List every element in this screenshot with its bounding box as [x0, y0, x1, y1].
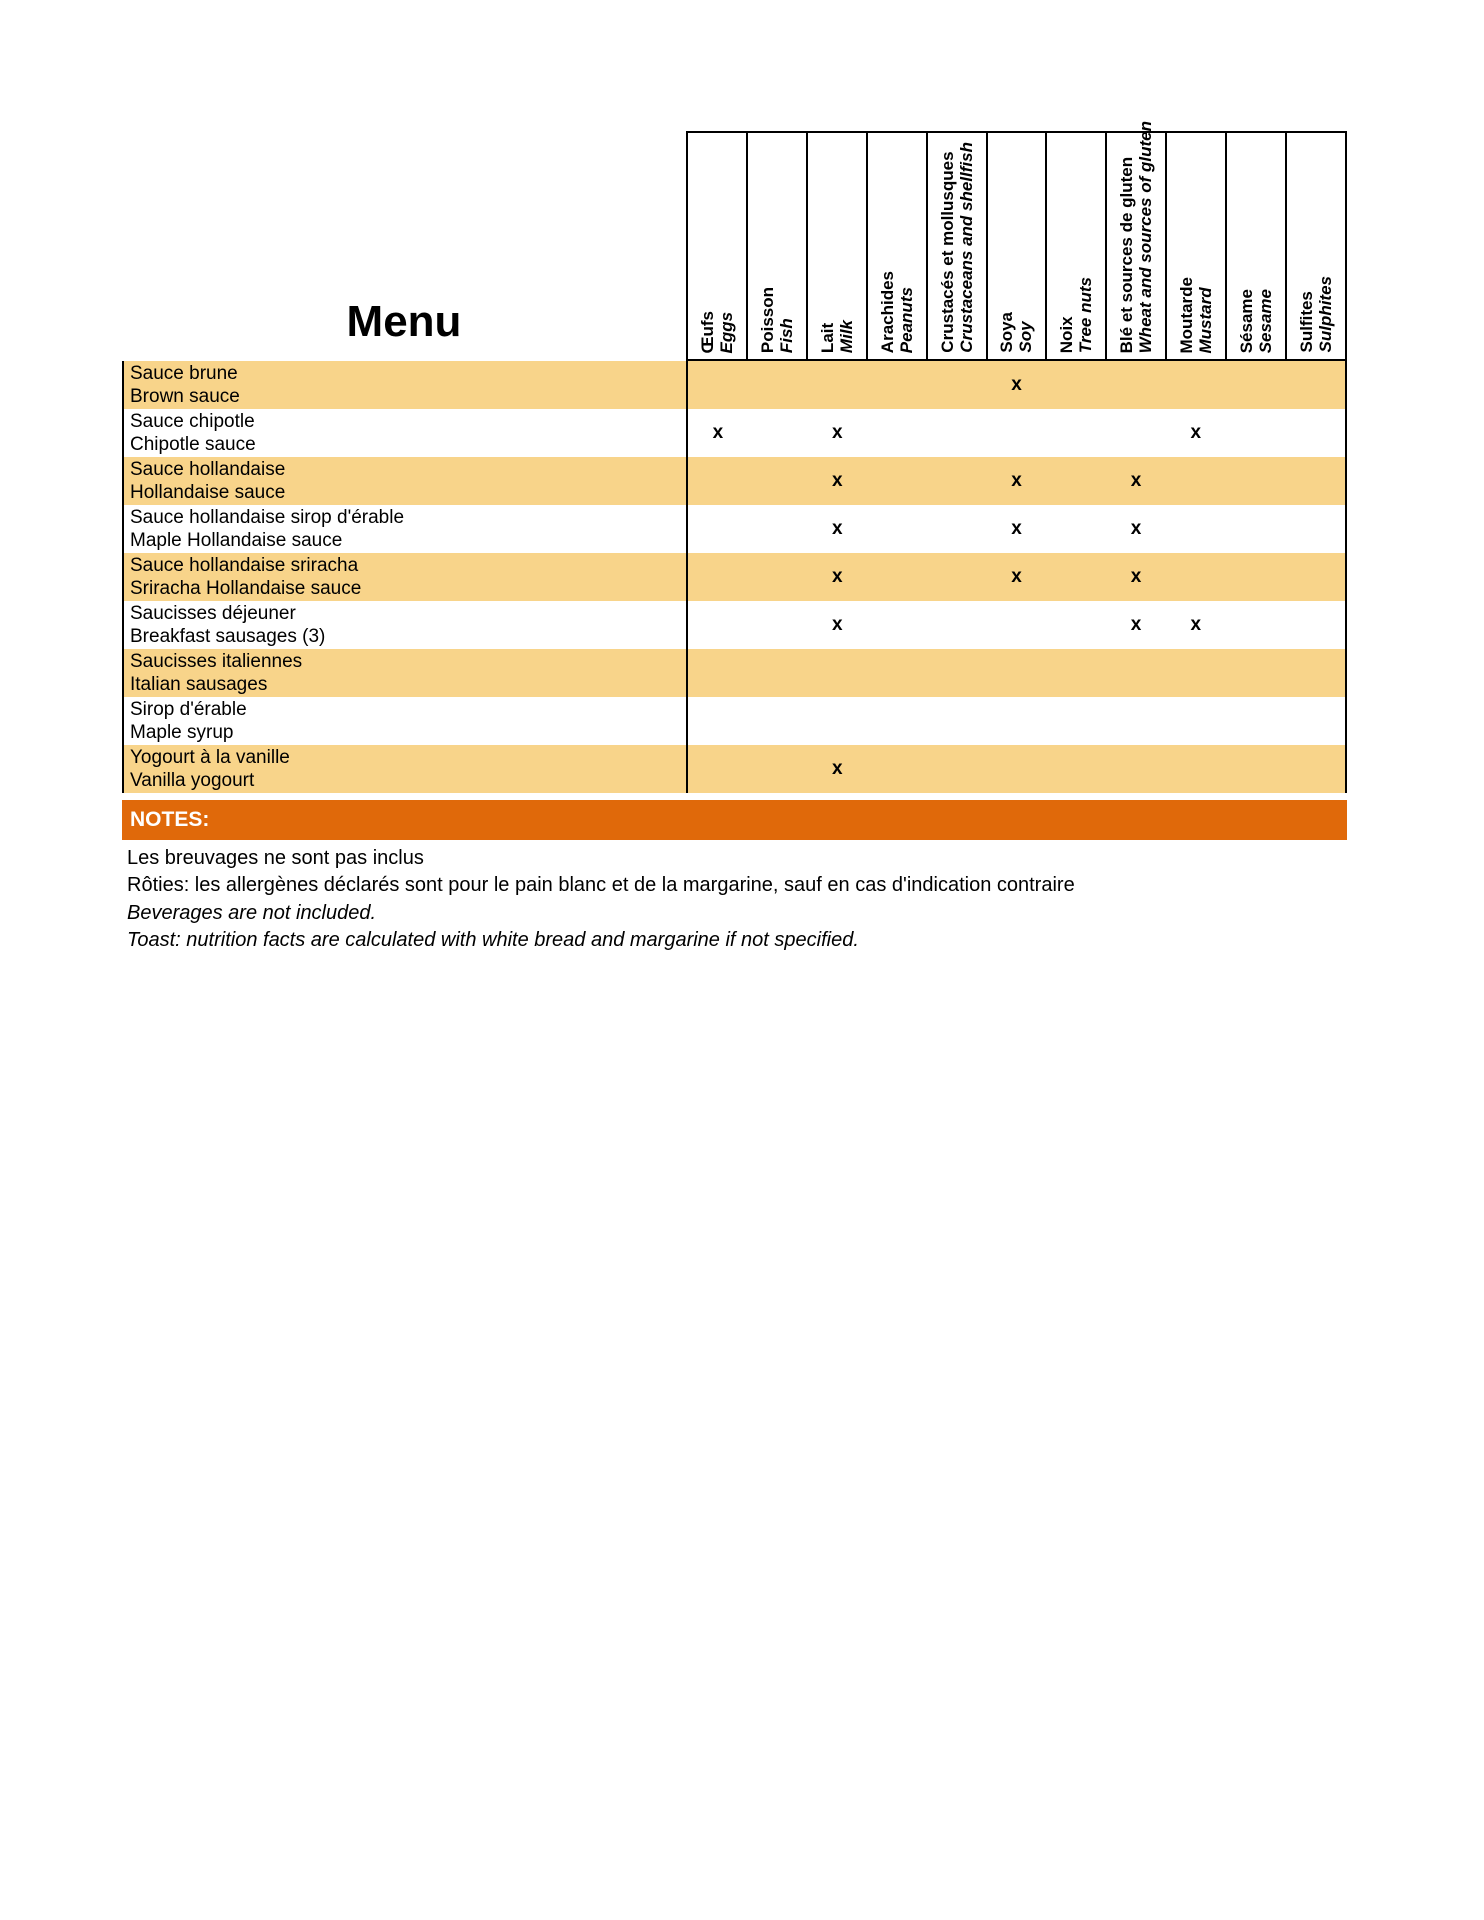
menu-row: [124, 457, 1345, 505]
allergen-cell: [1285, 745, 1345, 793]
allergen-cell: [927, 697, 987, 745]
menu-allergen-table: [122, 361, 1347, 793]
allergen-cell: [1106, 409, 1166, 457]
allergen-cell: [987, 649, 1047, 697]
allergen-cell: [688, 505, 748, 553]
allergen-column-header: [988, 133, 1048, 359]
allergen-column-header: [1107, 120, 1167, 359]
allergen-cell: [987, 601, 1047, 649]
menu-item-name: [124, 649, 688, 697]
allergen-cell: [927, 601, 987, 649]
allergen-column-header: [928, 133, 988, 359]
allergen-cell: [927, 457, 987, 505]
allergen-cell: [1226, 409, 1286, 457]
allergen-cell: [807, 601, 867, 649]
allergen-name-fr: Crustacés et mollusques: [937, 151, 957, 353]
allergen-cell: [927, 409, 987, 457]
allergen-cell: [867, 745, 927, 793]
allergen-cell: [867, 457, 927, 505]
allergen-cell: [748, 553, 808, 601]
menu-item-name-en: Chipotle sauce: [130, 434, 256, 455]
menu-row: [124, 697, 1345, 745]
allergen-cell: [748, 601, 808, 649]
allergen-cell: [987, 505, 1047, 553]
allergen-column-label: [698, 311, 736, 354]
allergen-cell: [867, 361, 927, 409]
allergen-cell: [1226, 649, 1286, 697]
allergen-cell: [1106, 361, 1166, 409]
allergen-cell: [1046, 409, 1106, 457]
allergen-name-fr: Arachides: [877, 270, 897, 353]
allergen-cell: [1106, 457, 1166, 505]
menu-item-name-fr: Yogourt à la vanille: [130, 747, 290, 768]
allergen-cell: [1046, 697, 1106, 745]
menu-row: [124, 361, 1345, 409]
allergen-cell: [987, 457, 1047, 505]
allergen-cell: [1285, 457, 1345, 505]
allergen-name-en: Eggs: [716, 311, 736, 353]
allergen-cell: [1166, 409, 1226, 457]
menu-item-name: [124, 745, 688, 793]
allergen-cell: [1046, 553, 1106, 601]
menu-row: [124, 601, 1345, 649]
menu-row: [124, 553, 1345, 601]
menu-item-name-fr: Sirop d'érable: [130, 699, 247, 720]
allergen-column-header: [1287, 133, 1345, 359]
allergen-cell: [1106, 745, 1166, 793]
allergen-cell: [748, 361, 808, 409]
allergen-name-fr: Noix: [1057, 316, 1077, 353]
allergen-cell: [867, 553, 927, 601]
allergen-column-header: [1047, 133, 1107, 359]
menu-item-name-fr: Sauce chipotle: [130, 411, 255, 432]
allergen-name-fr: Sulfites: [1297, 291, 1317, 353]
note-fr-toast: Rôties: les allergènes déclarés sont pour le pain blanc et de la margarine, sauf en cas d'indication contraire: [127, 874, 1075, 896]
allergen-cell: [867, 649, 927, 697]
allergen-name-en: Soy: [1016, 321, 1036, 353]
allergen-cell: [807, 697, 867, 745]
allergen-cell: [987, 409, 1047, 457]
allergen-cell: [1046, 745, 1106, 793]
allergen-cell: [927, 553, 987, 601]
allergen-name-en: Fish: [776, 318, 796, 353]
allergen-cell: [1285, 409, 1345, 457]
allergen-mark: x: [1190, 422, 1202, 443]
allergen-name-fr: Lait: [817, 322, 837, 353]
allergen-cell: [1226, 361, 1286, 409]
allergen-column-header: [1167, 133, 1227, 359]
menu-item-name-fr: Saucisses italiennes: [130, 651, 303, 672]
allergen-cell: [1166, 649, 1226, 697]
allergen-cell: [748, 649, 808, 697]
notes-bar: [122, 800, 1347, 840]
allergen-cell: [867, 505, 927, 553]
allergen-cell: [987, 697, 1047, 745]
allergen-cell: [807, 553, 867, 601]
notes-label: NOTES:: [130, 808, 210, 831]
allergen-mark: x: [1011, 470, 1022, 491]
menu-item-name-en: Breakfast sausages (3): [130, 626, 326, 647]
menu-item-name-fr: Sauce hollandaise: [130, 459, 286, 480]
allergen-cell: [1046, 361, 1106, 409]
allergen-column-header: [748, 133, 808, 359]
allergen-cell: [867, 601, 927, 649]
allergen-cell: [1285, 649, 1345, 697]
menu-item-name-en: Hollandaise sauce: [130, 482, 286, 503]
allergen-cell: [688, 697, 748, 745]
allergen-mark: x: [832, 614, 843, 635]
allergen-name-fr: Blé et sources de gluten: [1117, 156, 1137, 353]
allergen-column-label: [878, 271, 916, 353]
allergen-cell: [688, 409, 748, 457]
allergen-header-grid: [686, 120, 1347, 361]
allergen-mark: x: [1130, 470, 1142, 491]
allergen-name-en: Mustard: [1196, 286, 1216, 353]
menu-item-name: [124, 361, 688, 409]
menu-item-name: [124, 457, 688, 505]
allergen-column-header: [688, 133, 748, 359]
allergen-cell: [1166, 505, 1226, 553]
allergen-mark: x: [1130, 614, 1142, 635]
menu-row: [124, 505, 1345, 553]
allergen-column-label: [1057, 277, 1095, 353]
allergen-cell: [1046, 457, 1106, 505]
allergen-cell: [1106, 601, 1166, 649]
menu-item-name-fr: Saucisses déjeuner: [130, 603, 296, 624]
allergen-cell: [688, 553, 748, 601]
note-fr-beverages: Les breuvages ne sont pas inclus: [127, 847, 424, 869]
allergen-cell: [1166, 601, 1226, 649]
allergen-name-fr: Poisson: [757, 286, 777, 353]
allergen-column-label: [1117, 121, 1155, 353]
menu-item-name-en: Maple Hollandaise sauce: [130, 530, 343, 551]
note-en-toast: Toast: nutrition facts are calculated with white bread and margarine if not specified.: [127, 929, 859, 951]
menu-item-name-en: Italian sausages: [130, 674, 268, 695]
allergen-name-en: Crustaceans and shellfish: [956, 142, 976, 353]
allergen-cell: [688, 601, 748, 649]
allergen-cell: [927, 361, 987, 409]
allergen-cell: [1106, 697, 1166, 745]
allergen-mark: x: [832, 518, 843, 539]
allergen-cell: [1166, 745, 1226, 793]
allergen-name-en: Sesame: [1256, 288, 1276, 353]
allergen-column-label: [997, 312, 1035, 353]
allergen-column-label: [1297, 276, 1335, 353]
allergen-cell: [987, 745, 1047, 793]
allergen-cell: [1285, 361, 1345, 409]
allergen-cell: [748, 505, 808, 553]
allergen-cell: [987, 553, 1047, 601]
allergen-cell: [987, 361, 1047, 409]
allergen-cell: [1046, 649, 1106, 697]
allergen-column-label: [818, 320, 856, 353]
allergen-column-label: [758, 287, 796, 353]
menu-row: [124, 745, 1345, 793]
allergen-cell: [927, 745, 987, 793]
allergen-name-fr: Sésame: [1237, 288, 1257, 353]
menu-item-name-en: Brown sauce: [130, 386, 240, 407]
allergen-cell: [688, 649, 748, 697]
allergen-cell: [1226, 505, 1286, 553]
allergen-column-header: [1227, 133, 1287, 359]
allergen-cell: [688, 745, 748, 793]
menu-row: [124, 409, 1345, 457]
allergen-cell: [807, 745, 867, 793]
allergen-cell: [1285, 553, 1345, 601]
allergen-cell: [927, 649, 987, 697]
menu-row: [124, 649, 1345, 697]
allergen-cell: [748, 409, 808, 457]
allergen-column-header: [868, 133, 928, 359]
allergen-cell: [867, 409, 927, 457]
allergen-name-en: Sulphites: [1316, 276, 1336, 353]
allergen-cell: [748, 745, 808, 793]
allergen-cell: [1166, 697, 1226, 745]
allergen-mark: x: [1011, 374, 1022, 395]
allergen-cell: [748, 457, 808, 505]
allergen-cell: [1226, 745, 1286, 793]
allergen-cell: [1226, 457, 1286, 505]
allergen-cell: [1166, 457, 1226, 505]
allergen-cell: [1226, 553, 1286, 601]
allergen-column-header: [808, 133, 868, 359]
menu-item-name-en: Vanilla yogourt: [130, 770, 255, 791]
allergen-name-fr: Œufs: [697, 310, 717, 353]
allergen-cell: [688, 457, 748, 505]
allergen-name-en: Peanuts: [896, 286, 916, 353]
allergen-column-label: [1177, 277, 1215, 354]
allergen-mark: x: [832, 422, 843, 443]
page-title: Menu: [346, 297, 462, 346]
menu-item-name-fr: Sauce hollandaise sriracha: [130, 555, 359, 576]
allergen-column-label: [938, 142, 976, 353]
allergen-cell: [807, 505, 867, 553]
allergen-cell: [1046, 601, 1106, 649]
menu-item-name: [124, 505, 688, 553]
allergen-cell: [1046, 505, 1106, 553]
allergen-name-en: Wheat and sources of gluten: [1136, 120, 1156, 353]
allergen-cell: [807, 457, 867, 505]
allergen-cell: [927, 505, 987, 553]
allergen-mark: x: [832, 758, 843, 779]
allergen-cell: [1285, 505, 1345, 553]
allergen-cell: [1285, 601, 1345, 649]
allergen-cell: [1166, 361, 1226, 409]
allergen-name-fr: Moutarde: [1177, 276, 1197, 353]
allergen-name-en: Milk: [836, 319, 856, 353]
allergen-cell: [1285, 697, 1345, 745]
allergen-cell: [807, 649, 867, 697]
allergen-cell: [1226, 697, 1286, 745]
allergen-mark: x: [712, 422, 724, 443]
menu-item-name-en: Maple syrup: [130, 722, 234, 743]
allergen-cell: [867, 697, 927, 745]
allergen-mark: x: [1011, 518, 1022, 539]
allergen-mark: x: [1190, 614, 1202, 635]
allergen-cell: [1106, 505, 1166, 553]
menu-item-name-fr: Sauce brune: [130, 363, 238, 384]
allergen-cell: [1106, 553, 1166, 601]
allergen-cell: [807, 409, 867, 457]
allergen-cell: [748, 697, 808, 745]
allergen-cell: [807, 361, 867, 409]
allergen-mark: x: [1011, 566, 1022, 587]
menu-item-name: [124, 409, 688, 457]
menu-item-name-en: Sriracha Hollandaise sauce: [130, 578, 362, 599]
allergen-cell: [1226, 601, 1286, 649]
allergen-name-en: Tree nuts: [1076, 276, 1096, 353]
allergen-name-fr: Soya: [997, 312, 1017, 353]
allergen-cell: [1166, 553, 1226, 601]
allergen-mark: x: [1130, 518, 1142, 539]
menu-item-name: [124, 553, 688, 601]
allergen-cell: [1106, 649, 1166, 697]
menu-item-name-fr: Sauce hollandaise sirop d'érable: [130, 507, 405, 528]
note-en-beverages: Beverages are not included.: [127, 902, 377, 924]
allergen-column-label: [1237, 289, 1275, 353]
allergen-mark: x: [832, 470, 843, 491]
allergen-cell: [688, 361, 748, 409]
menu-item-name: [124, 601, 688, 649]
allergen-mark: x: [1130, 566, 1142, 587]
allergen-mark: x: [832, 566, 843, 587]
menu-item-name: [124, 697, 688, 745]
